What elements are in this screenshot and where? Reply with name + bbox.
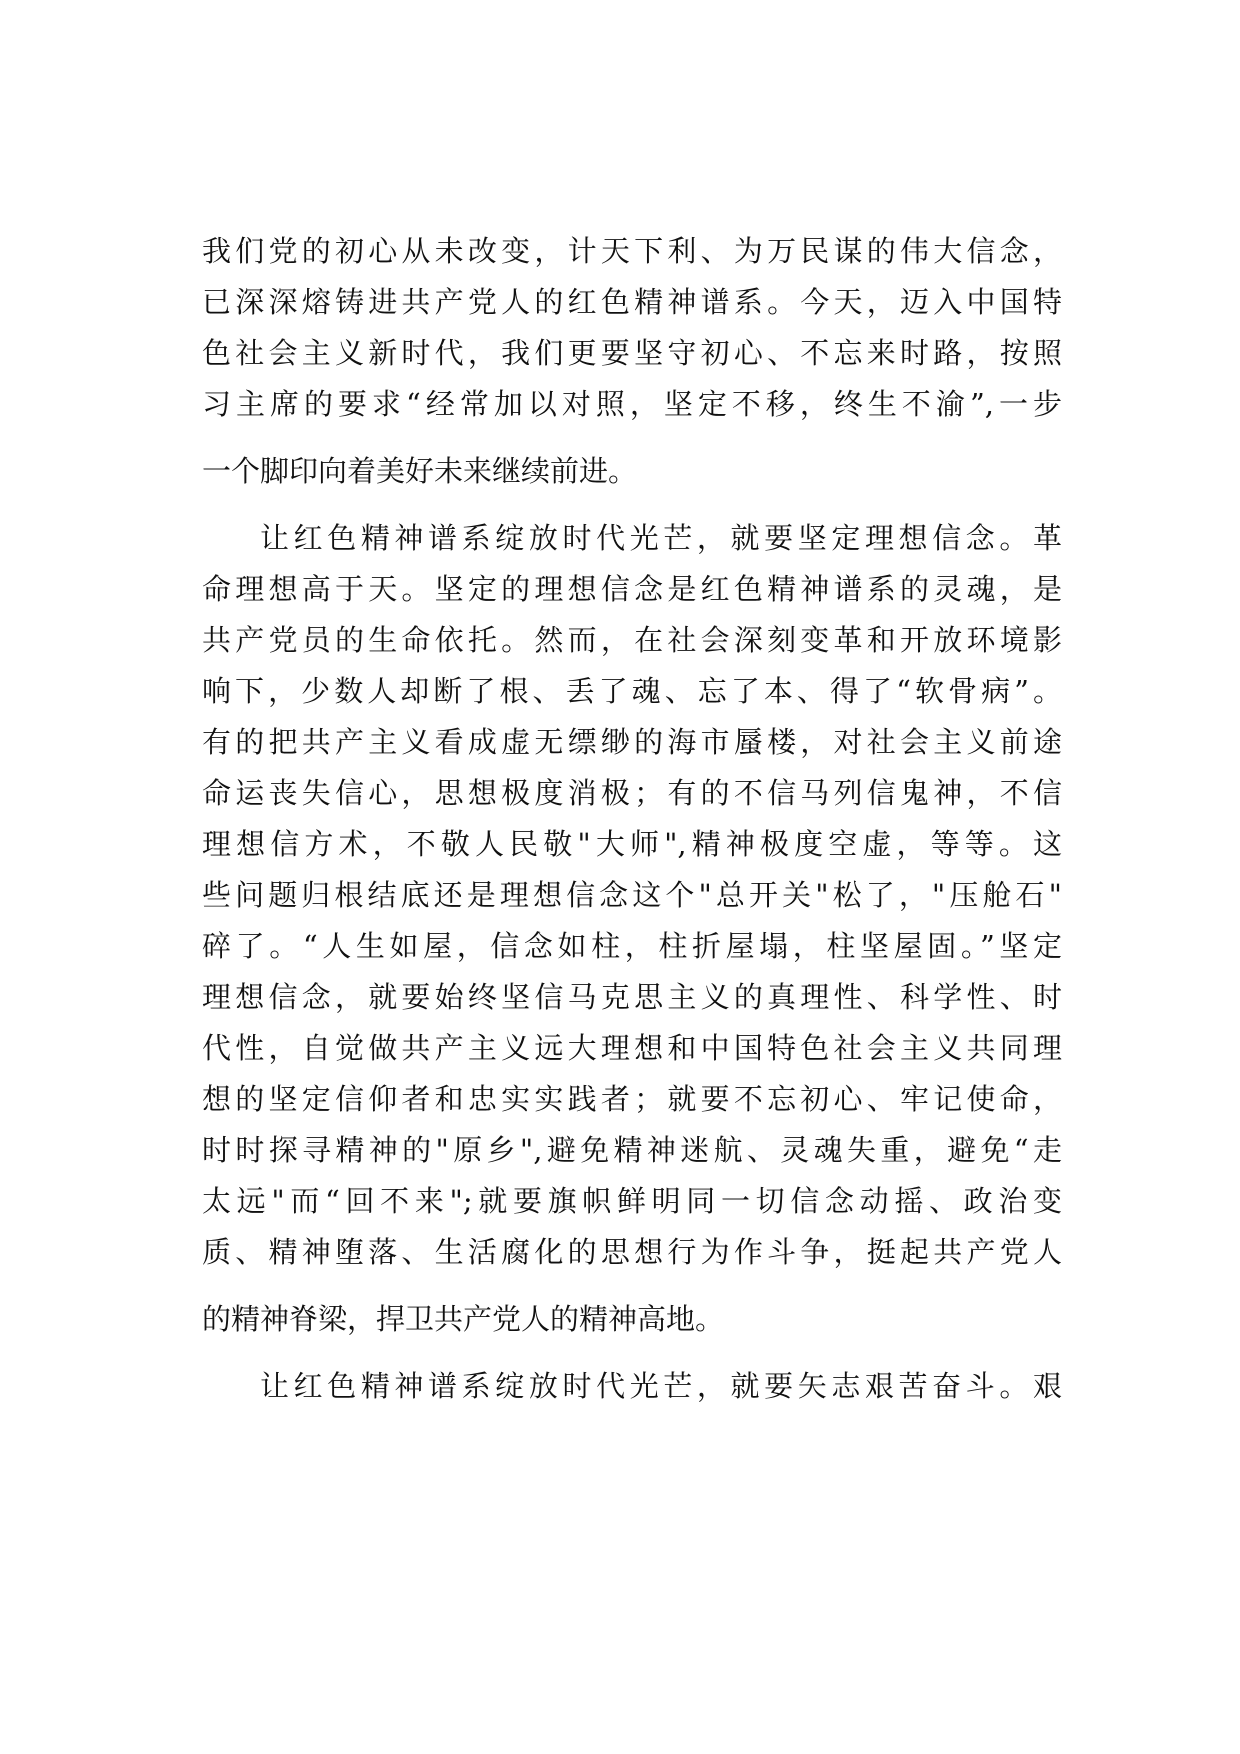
text-line: 已深深熔铸进共产党人的红色精神谱系。今天，迈入中国特	[202, 285, 1062, 319]
text-line: 理想信方术，不敬人民敬"大师",精神极度空虚，等等。这	[202, 827, 1062, 861]
text-line: 些问题归根结底还是理想信念这个"总开关"松了，"压舱石"	[202, 878, 1062, 912]
body-text	[202, 226, 1062, 1412]
paragraph-2	[202, 513, 1062, 1345]
text-line: 时时探寻精神的"原乡",避免精神迷航、灵魂失重，避免“走	[202, 1133, 1062, 1167]
text-line: 理想信念，就要始终坚信马克思主义的真理性、科学性、时	[202, 980, 1062, 1014]
text-line: 碎了。“人生如屋，信念如柱，柱折屋塌，柱坚屋固。”坚定	[202, 929, 1062, 963]
text-line: 命理想高于天。坚定的理想信念是红色精神谱系的灵魂，是	[202, 572, 1062, 606]
text-line: 太远"而“回不来";就要旗帜鲜明同一切信念动摇、政治变	[202, 1184, 1062, 1218]
text-line: 色社会主义新时代，我们更要坚守初心、不忘来时路，按照	[202, 336, 1062, 370]
text-line: 共产党员的生命依托。然而，在社会深刻变革和开放环境影	[202, 623, 1062, 657]
text-line: 习主席的要求“经常加以对照，坚定不移，终生不渝”,一步	[202, 387, 1062, 421]
text-line: 让红色精神谱系绽放时代光芒，就要坚定理想信念。革	[260, 521, 1062, 555]
text-line: 命运丧失信心，思想极度消极；有的不信马列信鬼神，不信	[202, 776, 1062, 810]
text-line: 代性，自觉做共产主义远大理想和中国特色社会主义共同理	[202, 1031, 1062, 1065]
text-line: 一个脚印向着美好未来继续前进。	[202, 454, 638, 488]
paragraph-1	[202, 226, 1062, 497]
text-line: 我们党的初心从未改变，计天下利、为万民谋的伟大信念，	[202, 234, 1062, 268]
text-line: 想的坚定信仰者和忠实实践者；就要不忘初心、牢记使命，	[202, 1082, 1062, 1116]
text-line: 质、精神堕落、生活腐化的思想行为作斗争，挺起共产党人	[202, 1235, 1062, 1269]
text-line: 让红色精神谱系绽放时代光芒，就要矢志艰苦奋斗。艰	[260, 1369, 1062, 1403]
text-line: 的精神脊梁，捍卫共产党人的精神高地。	[202, 1302, 725, 1336]
paragraph-3	[202, 1361, 1062, 1412]
text-line: 有的把共产主义看成虚无缥缈的海市蜃楼，对社会主义前途	[202, 725, 1062, 759]
text-line: 响下，少数人却断了根、丢了魂、忘了本、得了“软骨病”。	[202, 674, 1062, 708]
